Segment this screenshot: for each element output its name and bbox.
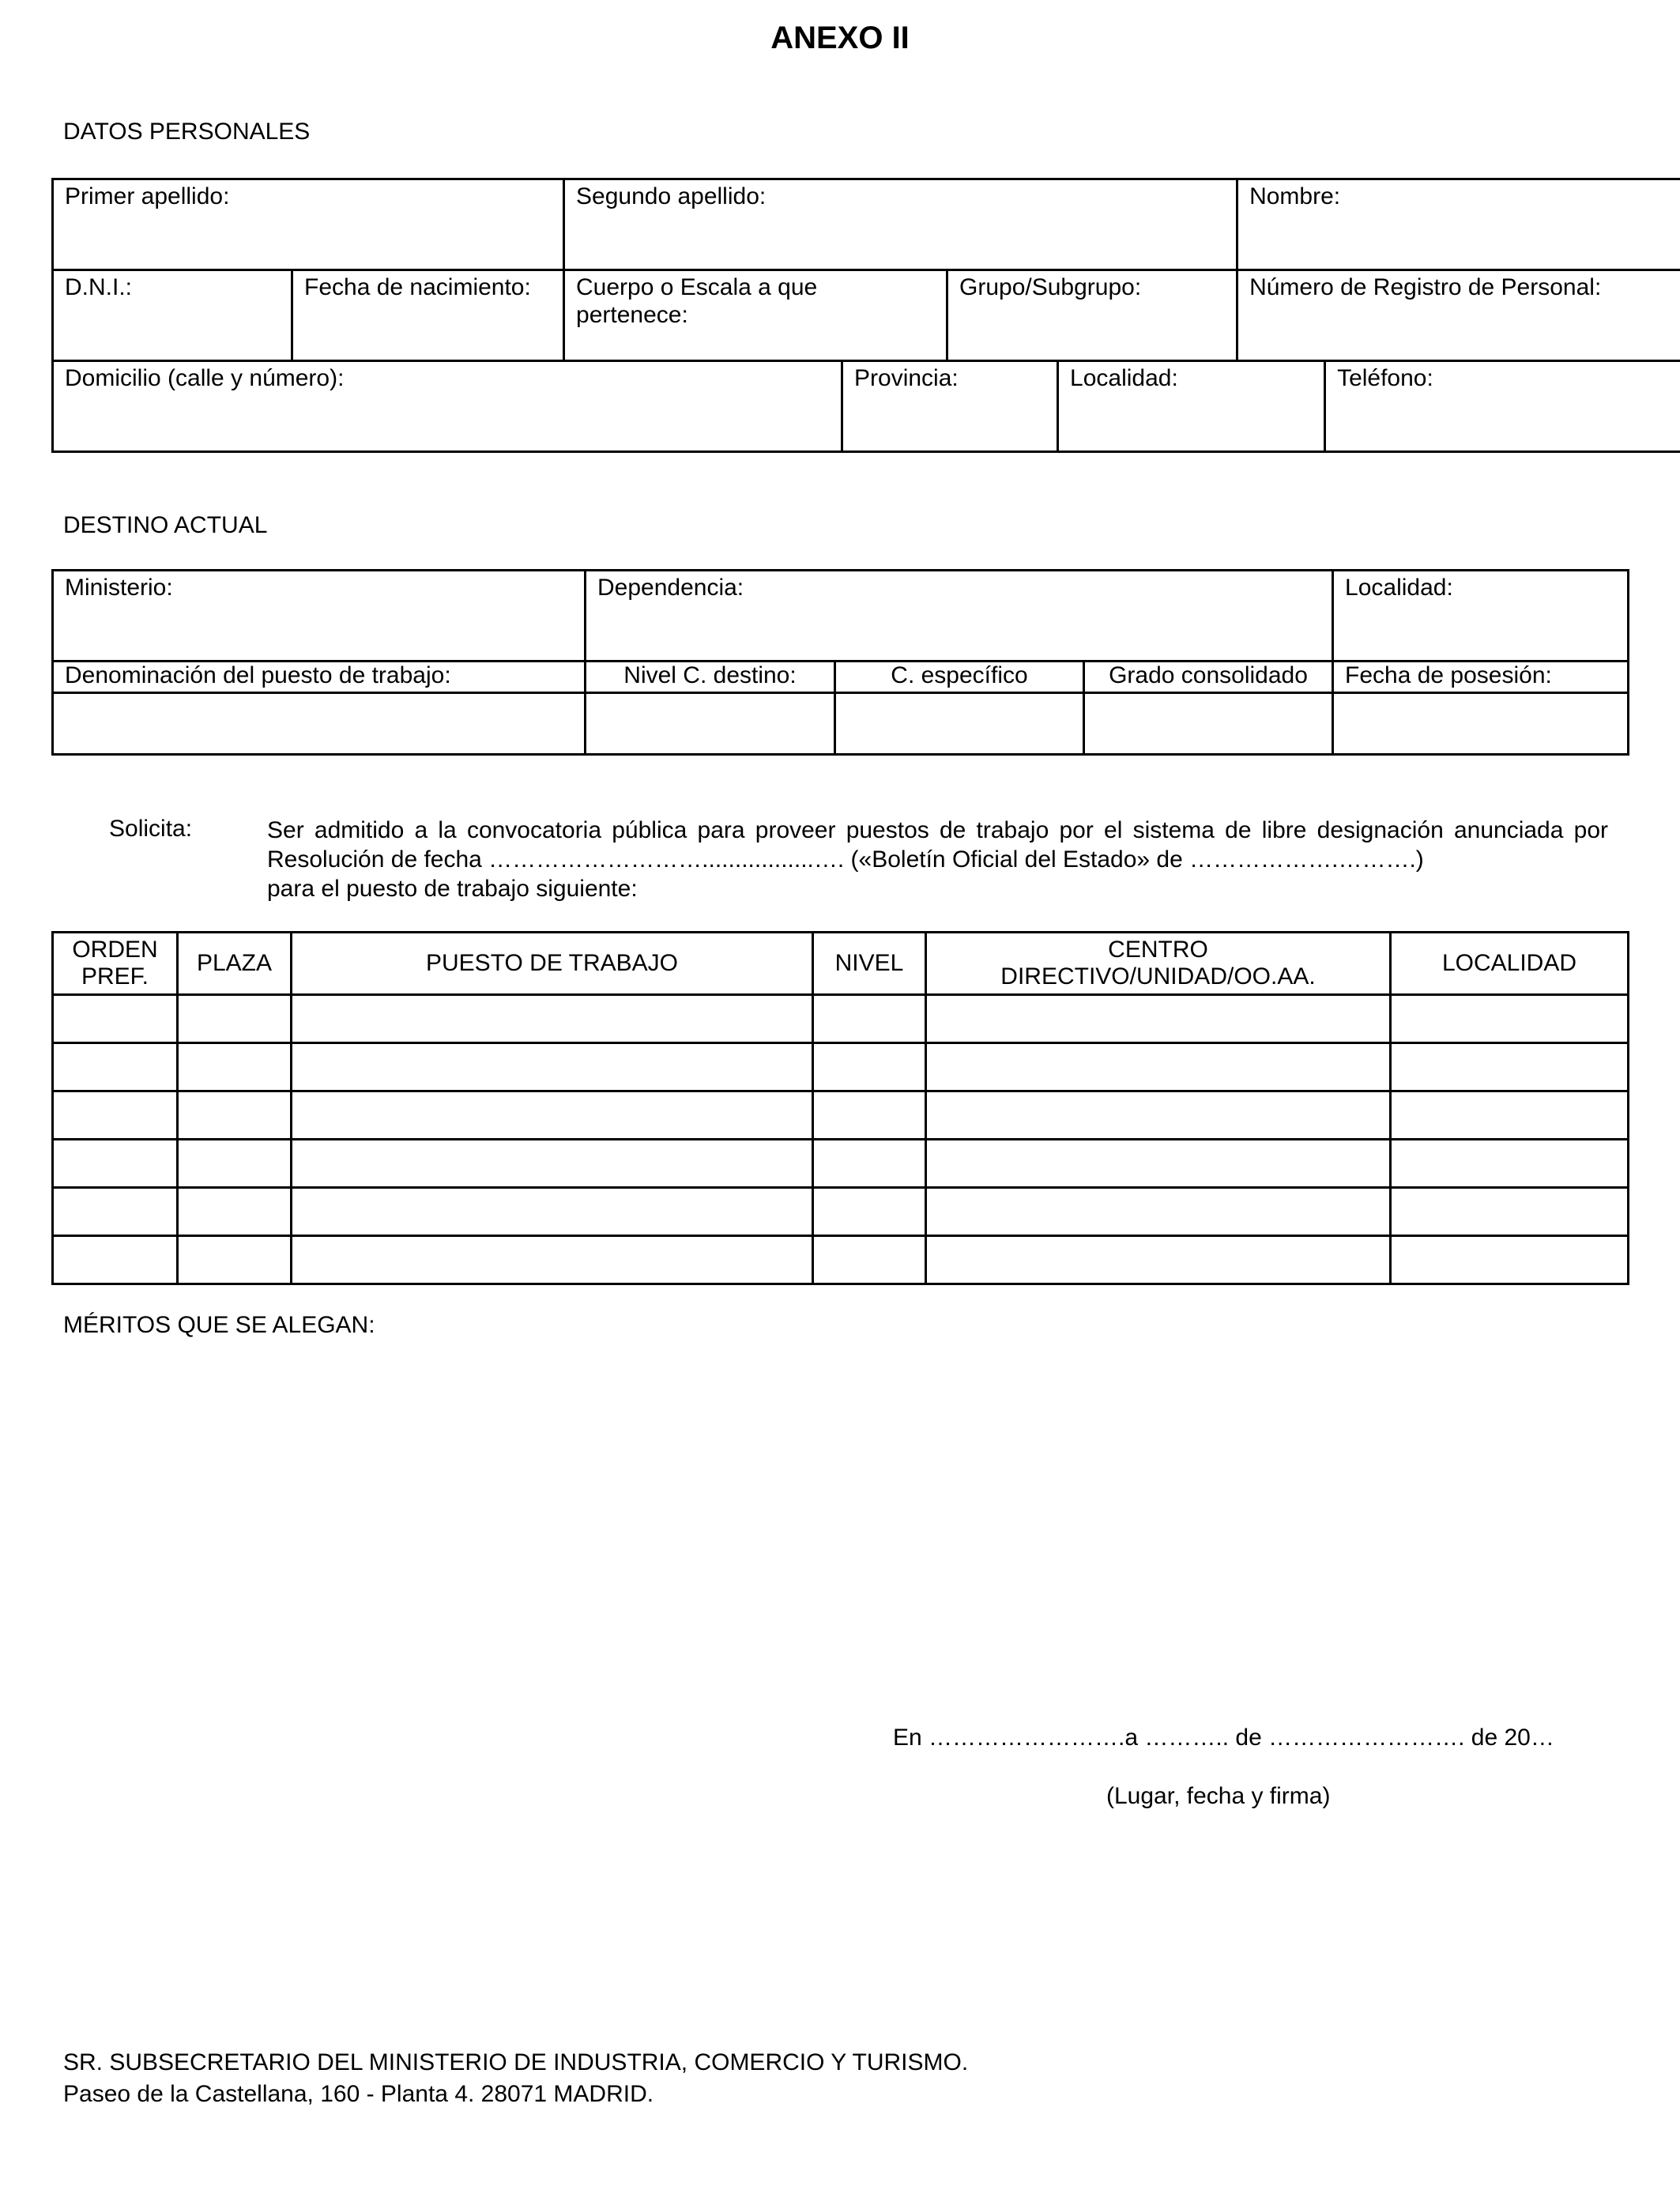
- cell-plaza[interactable]: [178, 1091, 292, 1140]
- cell-nivel[interactable]: [813, 1236, 926, 1284]
- provincia-label: Provincia:: [854, 365, 959, 391]
- nombre-field[interactable]: [1237, 179, 1680, 270]
- cell-orden[interactable]: [53, 1140, 178, 1188]
- table-row: [53, 1188, 1629, 1236]
- grupo-label: Grupo/Subgrupo:: [959, 274, 1142, 300]
- telefono-label: Teléfono:: [1337, 365, 1433, 391]
- cell-plaza[interactable]: [178, 995, 292, 1043]
- grado-label: Grado consolidado: [1084, 662, 1333, 693]
- domicilio-label: Domicilio (calle y número):: [65, 365, 345, 391]
- cell-puesto[interactable]: [292, 1043, 813, 1091]
- table-row: [53, 1236, 1629, 1284]
- col-nivel: NIVEL: [813, 933, 926, 995]
- cell-orden[interactable]: [53, 1091, 178, 1140]
- cell-localidad[interactable]: [1391, 1188, 1629, 1236]
- cell-orden[interactable]: [53, 1236, 178, 1284]
- cell-orden[interactable]: [53, 1043, 178, 1091]
- cell-centro[interactable]: [926, 1043, 1391, 1091]
- especifico-input[interactable]: [835, 693, 1084, 755]
- cell-nivel[interactable]: [813, 1043, 926, 1091]
- ministerio-label: Ministerio:: [65, 575, 173, 601]
- col-puesto-trabajo: PUESTO DE TRABAJO: [292, 933, 813, 995]
- fecha-nacimiento-label: Fecha de nacimiento:: [304, 274, 531, 300]
- cell-centro[interactable]: [926, 1188, 1391, 1236]
- cell-plaza[interactable]: [178, 1043, 292, 1091]
- cell-puesto[interactable]: [292, 995, 813, 1043]
- denominacion-input[interactable]: [53, 693, 586, 755]
- col-centro-directivo: CENTRO DIRECTIVO/UNIDAD/OO.AA.: [926, 933, 1391, 995]
- col-plaza: PLAZA: [178, 933, 292, 995]
- cell-plaza[interactable]: [178, 1140, 292, 1188]
- cell-centro[interactable]: [926, 995, 1391, 1043]
- solicita-text-main: Ser admitido a la convocatoria pública para proveer puestos de trabajo por el sistema de libre designación anunciada por Resolución de fecha ……………………….................…. («Boletín Oficial del Estado» de ……………….……….): [267, 817, 1608, 873]
- addressee-line-1: SR. SUBSECRETARIO DEL MINISTERIO DE INDUSTRIA, COMERCIO Y TURISMO.: [63, 2049, 969, 2075]
- grado-input[interactable]: [1084, 693, 1333, 755]
- cell-nivel[interactable]: [813, 1188, 926, 1236]
- addressee-line-2: Paseo de la Castellana, 160 - Planta 4. 28071 MADRID.: [63, 2081, 654, 2107]
- destino-actual-heading: DESTINO ACTUAL: [63, 512, 268, 538]
- ministerio-field[interactable]: [53, 571, 586, 662]
- denominacion-label: Denominación del puesto de trabajo:: [53, 662, 586, 693]
- primer-apellido-field[interactable]: [53, 179, 564, 270]
- dependencia-label: Dependencia:: [597, 575, 744, 601]
- cell-centro[interactable]: [926, 1091, 1391, 1140]
- nivel-destino-input[interactable]: [586, 693, 835, 755]
- cuerpo-escala-label: Cuerpo o Escala a que pertenece:: [576, 274, 818, 328]
- meritos-heading: MÉRITOS QUE SE ALEGAN:: [63, 1312, 375, 1338]
- cell-orden[interactable]: [53, 995, 178, 1043]
- cell-nivel[interactable]: [813, 1140, 926, 1188]
- cell-puesto[interactable]: [292, 1236, 813, 1284]
- grupo-field[interactable]: [947, 270, 1237, 361]
- cell-localidad[interactable]: [1391, 995, 1629, 1043]
- table-row: [53, 1140, 1629, 1188]
- col-orden-pref: ORDEN PREF.: [53, 933, 178, 995]
- meritos-area[interactable]: [51, 1351, 1627, 1699]
- dni-field[interactable]: [53, 270, 292, 361]
- cell-puesto[interactable]: [292, 1140, 813, 1188]
- nrp-label: Número de Registro de Personal:: [1249, 274, 1602, 300]
- table-row: [53, 1091, 1629, 1140]
- primer-apellido-label: Primer apellido:: [65, 183, 230, 209]
- fecha-nacimiento-field[interactable]: [292, 270, 564, 361]
- cell-plaza[interactable]: [178, 1188, 292, 1236]
- addressee: [63, 2047, 968, 2110]
- solicita-text: [267, 816, 1608, 903]
- destino-actual-table: [51, 569, 1629, 756]
- datos-personales-heading: DATOS PERSONALES: [63, 119, 311, 145]
- cell-plaza[interactable]: [178, 1236, 292, 1284]
- date-line: En …………………….a ……….. de ……………………. de 20…: [893, 1725, 1554, 1751]
- table-row: [53, 995, 1629, 1043]
- cell-localidad[interactable]: [1391, 1043, 1629, 1091]
- cell-puesto[interactable]: [292, 1091, 813, 1140]
- segundo-apellido-label: Segundo apellido:: [576, 183, 767, 209]
- fecha-posesion-label: Fecha de posesión:: [1333, 662, 1629, 693]
- datos-personales-table: [51, 178, 1680, 453]
- cell-centro[interactable]: [926, 1236, 1391, 1284]
- cell-orden[interactable]: [53, 1188, 178, 1236]
- solicita-label: Solicita:: [109, 816, 193, 842]
- puestos-table: [51, 931, 1629, 1285]
- nrp-field[interactable]: [1237, 270, 1680, 361]
- cell-puesto[interactable]: [292, 1188, 813, 1236]
- table-row: [53, 1043, 1629, 1091]
- page-title: ANEXO II: [770, 21, 910, 55]
- nombre-label: Nombre:: [1249, 183, 1341, 209]
- localidad-label: Localidad:: [1070, 365, 1178, 391]
- nivel-destino-label: Nivel C. destino:: [586, 662, 835, 693]
- domicilio-field[interactable]: [53, 361, 842, 452]
- destino-localidad-label: Localidad:: [1345, 575, 1453, 601]
- localidad-field[interactable]: [1058, 361, 1325, 452]
- cell-localidad[interactable]: [1391, 1091, 1629, 1140]
- cuerpo-escala-field[interactable]: [564, 270, 947, 361]
- solicita-text-end: para el puesto de trabajo siguiente:: [267, 876, 638, 902]
- col-localidad: LOCALIDAD: [1391, 933, 1629, 995]
- destino-localidad-field[interactable]: [1333, 571, 1629, 662]
- signature-caption: (Lugar, fecha y firma): [1106, 1783, 1331, 1809]
- cell-localidad[interactable]: [1391, 1140, 1629, 1188]
- cell-nivel[interactable]: [813, 1091, 926, 1140]
- cell-centro[interactable]: [926, 1140, 1391, 1188]
- telefono-field[interactable]: [1325, 361, 1680, 452]
- provincia-field[interactable]: [842, 361, 1058, 452]
- especifico-label: C. específico: [835, 662, 1084, 693]
- fecha-posesion-input[interactable]: [1333, 693, 1629, 755]
- dependencia-field[interactable]: [586, 571, 1333, 662]
- dni-label: D.N.I.:: [65, 274, 133, 300]
- cell-nivel[interactable]: [813, 995, 926, 1043]
- cell-localidad[interactable]: [1391, 1236, 1629, 1284]
- puestos-header-row: [53, 933, 1629, 995]
- segundo-apellido-field[interactable]: [564, 179, 1237, 270]
